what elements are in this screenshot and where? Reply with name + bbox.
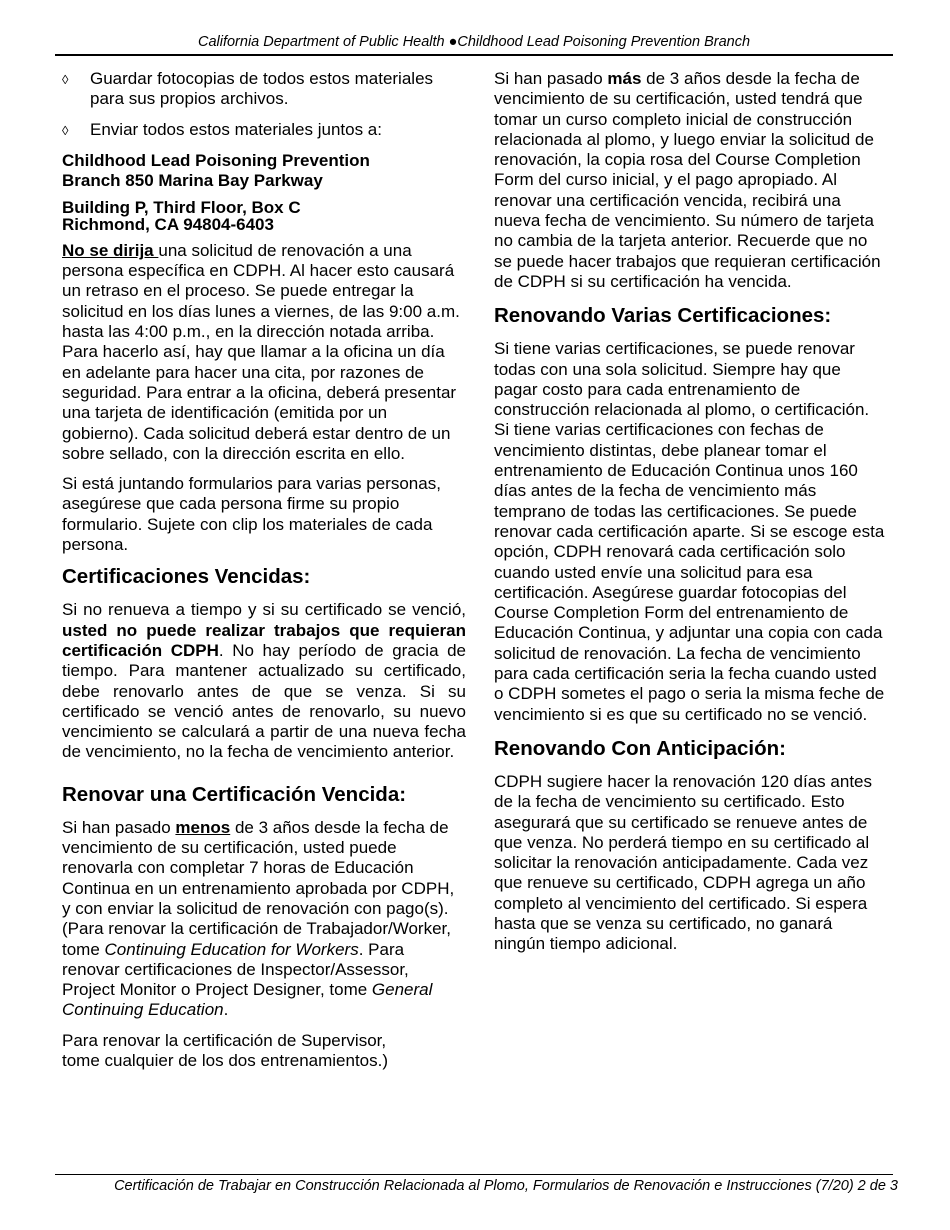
mailing-address bbox=[62, 151, 466, 233]
heading-anticipacion: Renovando Con Anticipación: bbox=[494, 736, 786, 760]
paragraph-vencidas: Si no renueva a tiempo y si su certificado se venció, usted no puede realizar trabajos que requieran certificación CDPH. No hay período de gracia de tiempo. Para mantener actualizado su certificado, debe renovarlo antes de que se venza. Si su certificado se venció antes de renovarlo, su nuevo vencimiento se calculará a partir de una nueva fecha de vencimiento, no la fecha de vencimiento anterior. bbox=[62, 600, 467, 762]
paragraph-supervisor: Para renovar la certificación de Supervisor, tome cualquier de los dos entrenamientos.) bbox=[62, 1030, 389, 1070]
diamond-bullet-icon: ◊ bbox=[62, 72, 69, 87]
bullet-text: Enviar todos estos materiales juntos a: bbox=[90, 119, 382, 139]
list-item bbox=[62, 120, 466, 141]
emphasis-underline: menos bbox=[175, 817, 231, 837]
emphasis-underline: No se dirija bbox=[62, 240, 159, 260]
heading-certificaciones-vencidas: Certificaciones Vencidas: bbox=[62, 565, 311, 589]
bullet-text: Guardar fotocopias de todos estos materiales para sus propios archivos. bbox=[90, 69, 434, 109]
left-column bbox=[62, 69, 466, 1081]
heading-renovar-vencida: Renovar una Certificación Vencida: bbox=[62, 782, 407, 806]
address-line: Building P, Third Floor, Box C bbox=[62, 197, 301, 217]
right-column bbox=[494, 69, 886, 965]
list-item bbox=[62, 69, 466, 110]
address-line: Childhood Lead Poisoning Prevention bbox=[62, 150, 370, 170]
emphasis-bold: usted no puede realizar trabajos que requieran certificación CDPH bbox=[62, 620, 466, 660]
header-divider bbox=[55, 54, 893, 56]
course-name: General Continuing Education bbox=[62, 980, 433, 1020]
page-footer: Certificación de Trabajar en Construcción Relacionada al Plomo, Formularios de Renovación e Instrucciones (7/20) 2 de 3 bbox=[114, 1178, 898, 1194]
course-name: Continuing Education for Workers bbox=[104, 939, 359, 959]
paragraph-anticipacion: CDPH sugiere hacer la renovación 120 días antes de la fecha de vencimiento su certificado. Esto asegurará que su certificado se renueve antes de que venza. No perderá tiempo en su certificado al solicitar la renovación anticipadamente. Cada vez que renueve su certificado, CDPH agrega un año completo al vencimiento del certificado. Si espera hasta que se venza su certificado, no ganará ningún tiempo adicional. bbox=[494, 771, 872, 954]
paragraph-menos: Si han pasado menos de 3 años desde la fecha de vencimiento de su certificación, usted puede renovarla con completar 7 horas de Educación Continua en un entrenamiento aprobada por CDPH, y con enviar la solicitud de renovación con pago(s). (Para renovar la certificación de Trabajador/Worker, tome Continuing Education for Workers. Para renovar certificaciones de Inspector/Assessor, Project Monitor o Project Designer, tome General Continuing Education. bbox=[62, 817, 455, 1020]
address-line: Richmond, CA 94804-6403 bbox=[62, 214, 274, 234]
paragraph-juntando: Si está juntando formularios para varias personas, asegúrese que cada persona firme su propio formulario. Sujete con clip los materiales de cada persona. bbox=[62, 474, 441, 555]
paragraph-mas: Si han pasado más de 3 años desde la fecha de vencimiento de su certificación, usted tendrá que tomar un curso completo inicial de construcción relacionada al plomo, y luego enviar la solicitud de renovación, la copia rosa del Course Completion Form del curso inicial, y el pago apropiado. Al renovar una certificación vencida, recibirá una nueva fecha de vencimiento. Su número de tarjeta no cambia de la tarjeta anterior. Recuerde que no se puede hacer trabajos que requieran certificación de CDPH si su certificación ha vencida. bbox=[494, 69, 881, 291]
heading-varias-certificaciones: Renovando Varias Certificaciones: bbox=[494, 304, 832, 328]
address-line: Branch 850 Marina Bay Parkway bbox=[62, 170, 323, 190]
paragraph-no-se-dirija: No se dirija una solicitud de renovación a una persona específica en CDPH. Al hacer esto causará un retraso en el proceso. Se puede entregar la solicitud en los días lunes a viernes, de las 9:00 a.m. hasta las 4:00 p.m., en la dirección notada arriba. Para hacerlo así, hay que llamar a la oficina un día en adelante para hacer una cita, por razones de seguridad. Para entrar a la oficina, deberá presentar una tarjeta de identificación (emitida por un gobierno). Cada solicitud deberá estar dentro de un sobre sellado, con la dirección escrita en ello. bbox=[62, 240, 460, 463]
emphasis-bold: más bbox=[607, 69, 642, 88]
page-header: California Department of Public Health ●Childhood Lead Poisoning Prevention Branch bbox=[197, 34, 751, 50]
diamond-bullet-icon: ◊ bbox=[62, 122, 69, 138]
paragraph-varias: Si tiene varias certificaciones, se puede renovar todas con una sola solicitud. Siempre hay que pagar costo para cada entrenamiento de construcción relacionada al plomo, o certificación. Si tiene varias certificaciones con fechas de vencimiento distintas, debe planear tomar el entrenamiento de Educación Continua unos 160 días antes de la fecha de vencimiento más temprano de todas las certificaciones. Se puede renovar cada certificación aparte. Si se escoge esta opción, CDPH renovará cada certificación solo cuando usted envíe una solicitud para esa certificación. Asegúrese guardar fotocopias del Course Completion Form del entrenamiento de Educación Continua, y adjuntar una copia con cada solicitud de renovación. La fecha de vencimiento para cada certificación seria la fecha cuando usted o CDPH sometes el pago o seria la misma feche de vencimiento si es que su certificado no se venció. bbox=[494, 339, 885, 724]
footer-divider bbox=[55, 1174, 893, 1175]
